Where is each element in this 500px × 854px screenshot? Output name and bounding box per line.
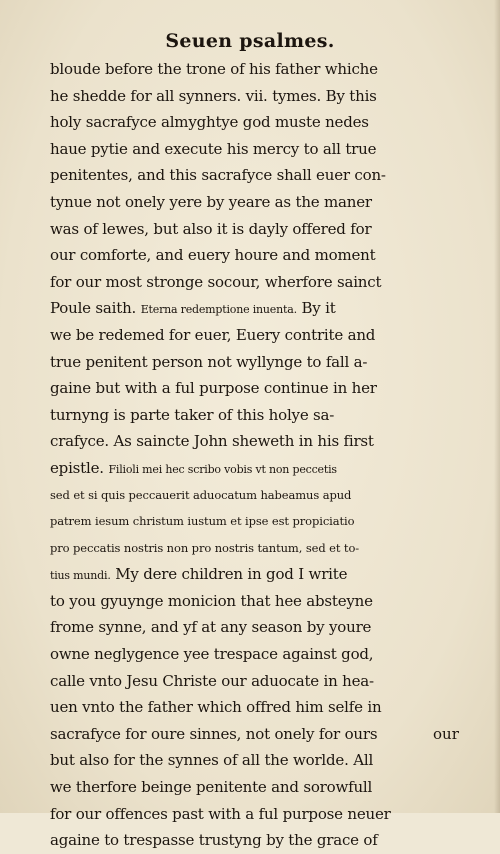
latin-line: pro peccatis nostris non pro nostris tantum, sed et to- — [50, 540, 360, 555]
text-segment: My dere children in god I write — [115, 565, 348, 584]
latin-quotation: Filioli mei hec scribo vobis vt non peccetis — [108, 462, 337, 476]
text-line: we be redemed for euer, Euery contrite and — [50, 325, 376, 344]
text-line: we therfore beinge penitente and sorowfull — [50, 778, 373, 797]
text-line: our comforte, and euery houre and moment — [50, 246, 376, 265]
text-line — [50, 455, 475, 482]
text-line: to you gyuynge monicion that hee absteyne — [50, 591, 373, 610]
text-line: for our offences past with a ful purpose neuer — [50, 804, 391, 823]
latin-line: sed et si quis peccauerit aduocatum habeamus apud — [50, 487, 352, 502]
text-line: sacrafyce for oure sinnes, not onely for ours — [50, 724, 378, 743]
text-line: he shedde for all synners. vii. tymes. By this — [50, 86, 377, 105]
text-line: turnyng is parte taker of this holye sa- — [50, 405, 335, 424]
text-segment: Poule saith. — [50, 299, 137, 318]
text-line: gaine but with a ful purpose continue in her — [50, 379, 377, 398]
latin-quotation: Eterna redemptione inuenta. — [140, 303, 297, 317]
latin-line: patrem iesum christum iustum et ipse est propiciatio — [50, 514, 355, 529]
text-line: bloude before the trone of his father whiche — [50, 60, 378, 78]
body-text — [50, 56, 475, 854]
text-line: but also for the synnes of all the worlde. All — [50, 751, 374, 770]
catchword: our — [433, 725, 459, 743]
running-header: Seuen psalmes. — [165, 30, 335, 52]
text-line: frome synne, and yf at any season by youre — [50, 618, 372, 637]
page-edge-shadow — [494, 0, 500, 813]
text-line: uen vnto the father which offred him selfe in — [50, 698, 382, 717]
text-line: calle vnto Jesu Christe our aduocate in hea- — [50, 671, 374, 690]
text-line: penitentes, and this sacrafyce shall euer con- — [50, 166, 386, 185]
text-line — [50, 295, 475, 322]
text-line: againe to trespasse trustyng by the grace of — [50, 831, 378, 850]
text-line: holy sacrafyce almyghtye god muste nedes — [50, 113, 369, 132]
text-segment: epistle. — [50, 458, 104, 477]
text-segment: By it — [301, 299, 336, 318]
text-line: true penitent person not wyllynge to fall a- — [50, 352, 368, 371]
latin-quotation: tius mundi. — [50, 569, 111, 583]
text-line: tynue not onely yere by yeare as the maner — [50, 192, 372, 211]
text-line: owne neglygence yee trespace against god, — [50, 645, 374, 664]
text-line: crafyce. As saincte John sheweth in his first — [50, 432, 374, 451]
text-line: was of lewes, but also it is dayly offered for — [50, 219, 372, 238]
text-line: for our most stronge socour, wherfore sainct — [50, 272, 382, 291]
text-line: haue pytie and execute his mercy to all true — [50, 139, 377, 158]
text-line — [50, 561, 475, 588]
